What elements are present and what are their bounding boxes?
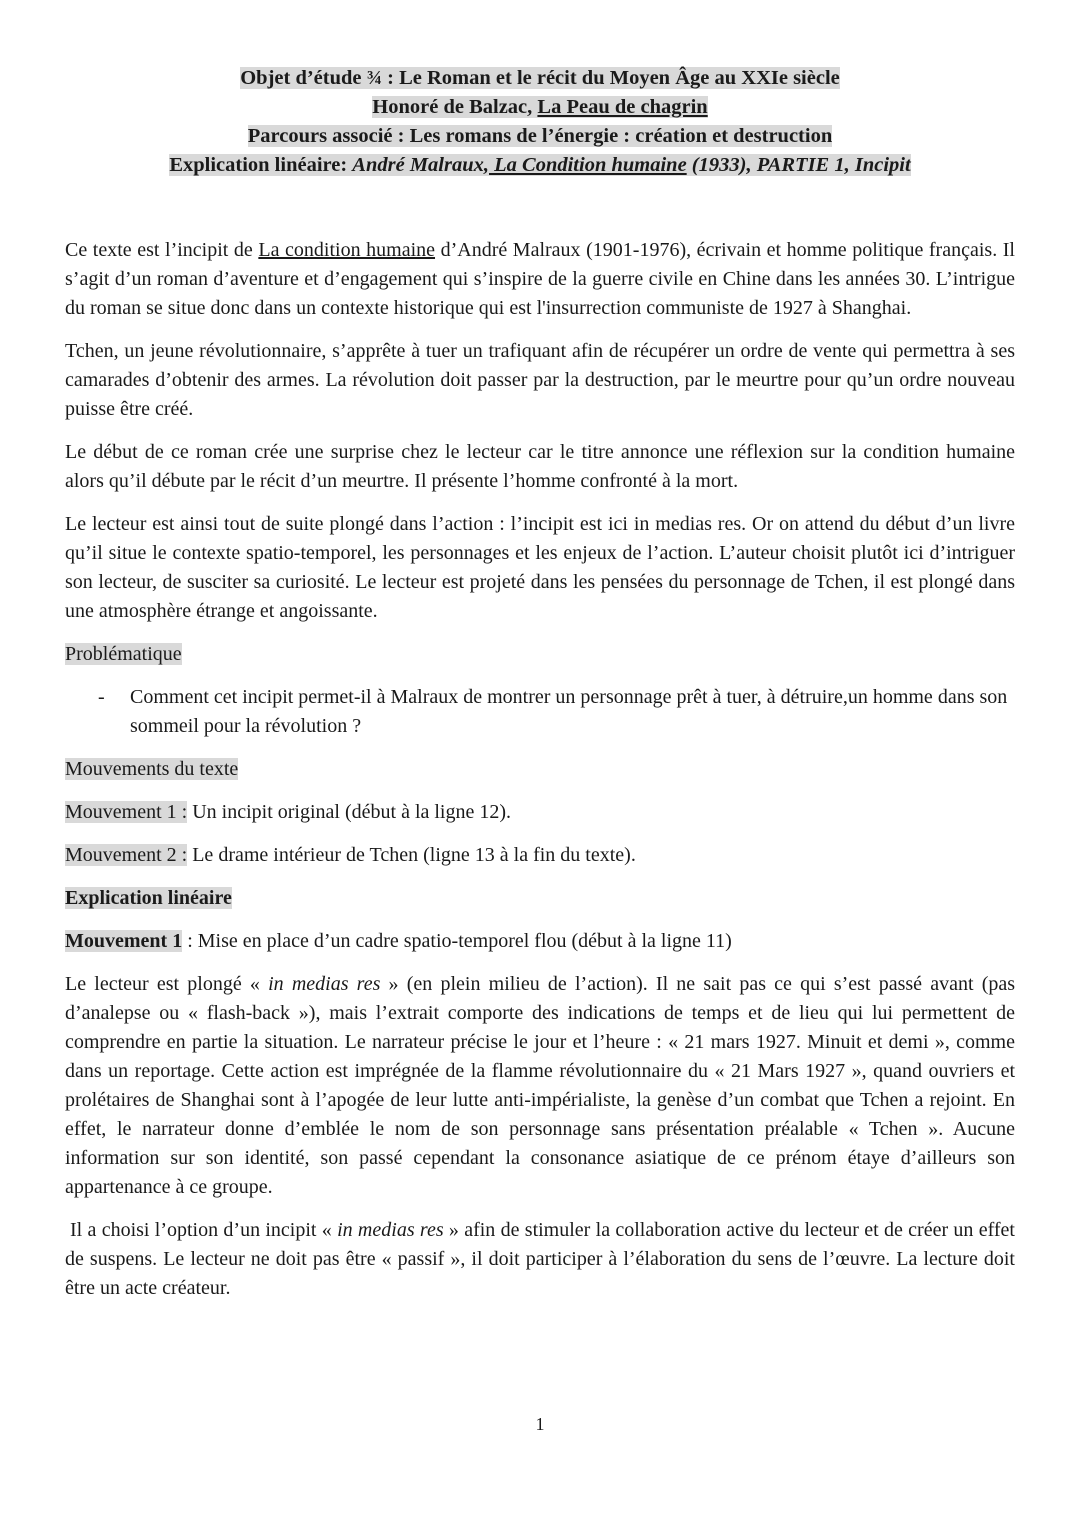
explication-paragraph-1 <box>65 970 1015 1202</box>
expl-p1-end: » (en plein milieu de l’action). Il ne sait pas ce qui s’est passé avant (pas d’analepse ou « flash-back »), mais l’extrait comporte des indications de temps et de lieu qui lui permettent de comprendre en partie la situation. Le narrateur précise le jour et l’heure : « 21 mars 1927. Minuit et demi », comme dans un reportage. Cette action est imprégnée de la flamme révolutionnaire du « 21 Mars 1927 », quand ouvriers et prolétaires de Shanghai sont à l’apogée de leur lutte anti-impérialiste, la genèse d’un combat que Tchen a rejoint. En effet, le narrateur donne d’emblée le nom de son personnage sans présentation préalable « Tchen ». Aucune information sur son identité, son passé cependant la consonance asiatique de ce prénom étaye d’ailleurs son appartenance à ce groupe. <box>65 973 1016 1198</box>
intro-p1-start: Ce texte est l’incipit de <box>65 239 259 261</box>
intro-paragraph-4: Le lecteur est ainsi tout de suite plongé dans l’action : l’incipit est ici in medias res. Or on attend du début d’un livre qu’il situe le contexte spatio-temporel, les personnages et les enjeux de l’action. L’auteur choisit plutôt ici d’intriguer son lecteur, de susciter sa curiosité. Le lecteur est projeté dans les pensées du personnage de Tchen, il est plongé dans une atmosphère étrange et angoissante. <box>65 513 1015 622</box>
header-explication-author: André Malraux, <box>352 154 490 176</box>
explication-paragraph-2 <box>65 1216 1015 1303</box>
bullet-dash: - <box>98 686 105 708</box>
problematique-item <box>65 683 1015 741</box>
header-explication-highlight <box>169 154 910 176</box>
mouvement-2-text: Le drame intérieur de Tchen (ligne 13 à la fin du texte). <box>187 844 636 866</box>
intro-paragraph-1 <box>65 236 1015 323</box>
header-line-4 <box>0 151 1080 180</box>
mouvement-2-label: Mouvement 2 : <box>65 844 188 866</box>
document-body <box>65 236 1015 1317</box>
header-line-1 <box>0 64 1080 93</box>
header-explication-rest: (1933), PARTIE 1, Incipit <box>686 154 911 176</box>
mouvement-1-label: Mouvement 1 : <box>65 801 188 823</box>
expl-p2-start: Il a choisi l’option d’un incipit « <box>70 1219 338 1241</box>
expl-p2-italic: in medias res <box>337 1219 444 1241</box>
header-explication-title: La Condition humaine <box>489 154 687 176</box>
expl-p2-end: » afin de stimuler la collaboration active du lecteur et de créer un effet de suspens. Le lecteur ne doit pas être « passif », il doit participer à l’élaboration du sens de l’œuvre. La lecture doit être un acte créateur. <box>65 1219 1015 1299</box>
expl-p1-start: Le lecteur est plongé « <box>65 973 269 995</box>
problematique-heading <box>65 640 1015 669</box>
explication-mouvement-1-label: Mouvement 1 <box>65 930 183 952</box>
explication-mouvement-1-line <box>65 927 1015 956</box>
header-parcours: Parcours associé : Les romans de l’énergie : création et destruction <box>247 125 833 147</box>
page-number: 1 <box>535 1414 545 1434</box>
header-explication-label: Explication linéaire: <box>169 154 353 176</box>
intro-paragraph-2: Tchen, un jeune révolutionnaire, s’apprête à tuer un trafiquant afin de récupérer un ordre de vente qui permettra à ses camarades d’obtenir des armes. La révolution doit passer par la destruction, par le meurtre pour qu’un ordre nouveau puisse être créé. <box>65 340 1015 420</box>
mouvement-1-text: Un incipit original (début à la ligne 12). <box>187 801 512 823</box>
mouvement-2-line <box>65 841 1015 870</box>
intro-book-title: La condition humaine <box>258 239 436 261</box>
header-line-2 <box>0 93 1080 122</box>
problematique-question: Comment cet incipit permet-il à Malraux de montrer un personnage prêt à tuer, à détruire,un homme dans son sommeil pour la révolution ? <box>130 686 1008 737</box>
explication-mouvement-1-text: : Mise en place d’un cadre spatio-temporel flou (début à la ligne 11) <box>182 930 732 952</box>
mouvements-label: Mouvements du texte <box>65 758 239 780</box>
header-work-highlight <box>372 96 707 118</box>
intro-p1-end: d’André Malraux (1901-1976), écrivain et homme politique français. Il s’agit d’un roman d’aventure et d’engagement qui s’inspire de la guerre civile en Chine dans les années 30. L’intrigue du roman se situe donc dans un contexte historique qui est l'insurrection communiste de 1927 à Shanghai. <box>65 239 1015 319</box>
header-objet-etude: Objet d’étude ¾ : Le Roman et le récit du Moyen Âge au XXIe siècle <box>240 67 840 89</box>
intro-paragraph-3: Le début de ce roman crée une surprise chez le lecteur car le titre annonce une réflexion sur la condition humaine alors qu’il débute par le récit d’un meurtre. Il présente l’homme confronté à la mort. <box>65 441 1015 492</box>
explication-label: Explication linéaire <box>65 887 232 909</box>
expl-p1-italic: in medias res <box>268 973 381 995</box>
header-line-3 <box>0 122 1080 151</box>
problematique-label: Problématique <box>65 643 182 665</box>
document-header <box>0 64 1080 180</box>
header-author: Honoré de Balzac, <box>372 96 538 118</box>
header-work-title: La Peau de chagrin <box>537 96 708 118</box>
mouvement-1-line <box>65 798 1015 827</box>
explication-heading <box>65 884 1015 913</box>
mouvements-heading <box>65 755 1015 784</box>
